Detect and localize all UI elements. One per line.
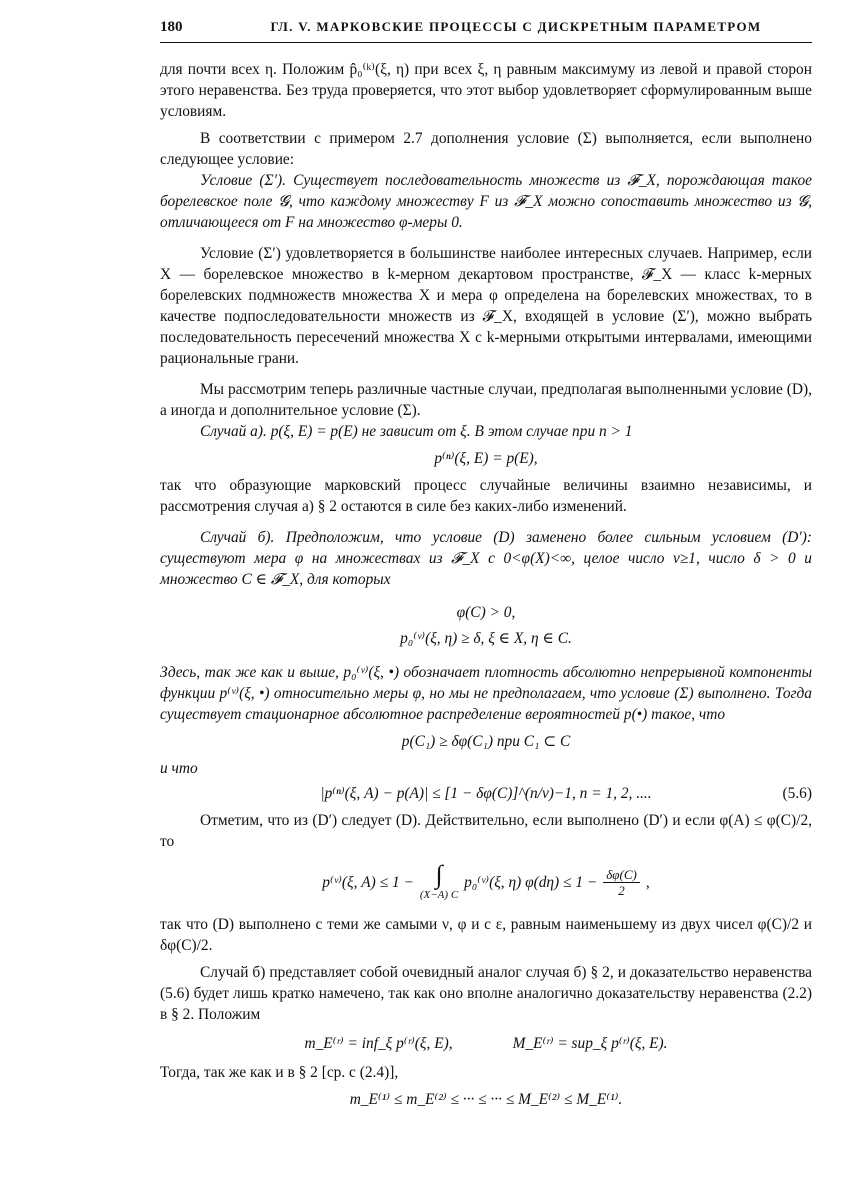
formula-stationary-bound: p(C₁) ≥ δφ(C₁) при C₁ ⊂ C bbox=[401, 733, 571, 750]
case-a-text: p(ξ, E) = p(E) не зависит от ξ. В этом случае при n > 1 bbox=[270, 423, 633, 440]
page bbox=[160, 16, 812, 1116]
formula-5-6-text: |p⁽ⁿ⁾(ξ, A) − p(A)| ≤ [1 − δφ(C)]^(n/ν)−1, n = 1, 2, .... bbox=[320, 785, 652, 802]
paragraph: Тогда, так же как и в § 2 [ср. с (2.4)], bbox=[160, 1064, 399, 1081]
formula-measure-positive: φ(C) > 0, bbox=[456, 604, 516, 621]
integral-end: , bbox=[645, 873, 650, 891]
equation-number: (5.6) bbox=[782, 785, 812, 802]
case-b-text: Предположим, что условие (D) заменено более сильным условием (D′): существуют мера φ на множествах из 𝓕_X с 0<φ(X)<∞, целое число ν≥1, число δ > 0 и множество C ∈ 𝓕_X, для которых bbox=[160, 529, 812, 588]
paragraph: для почти всех η. Положим p̂₀⁽ᵏ⁾(ξ, η) при всех ξ, η равным максимуму из левой и правой сторон этого неравенства. Без труда проверяется, что этот выбор удовлетворяет сформулированным выше условиям. bbox=[160, 61, 812, 120]
fraction-denominator: 2 bbox=[618, 882, 625, 898]
formula-5-6 bbox=[160, 783, 812, 804]
running-title: ГЛ. V. МАРКОВСКИЕ ПРОЦЕССЫ С ДИСКРЕТНЫМ ПАРАМЕТРОМ bbox=[270, 19, 762, 34]
condition-lead: Условие (Σ′). bbox=[200, 172, 286, 189]
integral-middle: p₀⁽ᵛ⁾(ξ, η) φ(dη) ≤ 1 − bbox=[464, 873, 598, 891]
formula-integral bbox=[160, 862, 812, 902]
formula-chain: m_E⁽¹⁾ ≤ m_E⁽²⁾ ≤ ··· ≤ ··· ≤ M_E⁽²⁾ ≤ M_E⁽¹⁾. bbox=[349, 1091, 623, 1108]
condition-sigma-prime bbox=[160, 170, 812, 233]
paragraph: Условие (Σ′) удовлетворяется в большинстве наиболее интересных случаев. Например, если X — борелевское множество в k-мерном декартовом пространстве, 𝓕_X — класс k-мерных борелевских подмножеств множества X и мера φ определена на борелевских множествах, то в качестве подпоследовательности множеств из 𝓕_X, входящей в условие (Σ′), можно выбрать последовательность пересечений множества X с k-мерными открытыми интервалами, имеющими рациональные грани. bbox=[160, 245, 812, 367]
formula-independence: p⁽ⁿ⁾(ξ, E) = p(E), bbox=[434, 450, 538, 467]
case-a bbox=[160, 421, 812, 442]
case-b-lead: Случай б). bbox=[200, 529, 275, 546]
formula-inf: m_E⁽ʳ⁾ = inf_ξ p⁽ʳ⁾(ξ, E), bbox=[304, 1035, 453, 1052]
fraction bbox=[603, 867, 640, 898]
paragraph: так что (D) выполнено с теми же самыми ν, φ и с ε, равным наименьшему из двух чисел φ(C)/2 и δφ(C)/2. bbox=[160, 916, 812, 954]
integral-left: p⁽ᵛ⁾(ξ, A) ≤ 1 − bbox=[322, 873, 414, 891]
paragraph: Случай б) представляет собой очевидный аналог случая б) § 2, и доказательство неравенства (5.6) будет лишь кратко намечено, так как оно вполне аналогично доказательству неравенства (2.2) в § 2. Положим bbox=[160, 964, 812, 1023]
integral-icon: ∫ bbox=[435, 860, 443, 889]
page-number: 180 bbox=[160, 19, 183, 35]
formula-inf-sup bbox=[160, 1033, 812, 1054]
paragraph: Мы рассмотрим теперь различные частные случаи, предполагая выполненными условие (D), а иногда и дополнительное условие (Σ). bbox=[160, 381, 812, 419]
paragraph: так что образующие марковский процесс случайные величины взаимно независимы, и рассмотрения случая а) § 2 остаются в силе без каких-либо изменений. bbox=[160, 477, 812, 515]
formula-density-bound: p₀⁽ᵛ⁾(ξ, η) ≥ δ, ξ ∈ X, η ∈ C. bbox=[400, 630, 572, 647]
paragraph: Отметим, что из (D′) следует (D). Действительно, если выполнено (D′) и если φ(A) ≤ φ(C)/2, то bbox=[160, 812, 812, 850]
formula-sup: M_E⁽ʳ⁾ = sup_ξ p⁽ʳ⁾(ξ, E). bbox=[512, 1035, 668, 1052]
running-header bbox=[160, 16, 812, 43]
condition-text: Существует последовательность множеств из 𝓕_X, порождающая такое борелевское поле 𝓖, что каждому множеству F из 𝓕_X можно сопоставить множество из 𝓖, отличающееся от F на множество φ-меры 0. bbox=[160, 172, 812, 231]
integral-domain: (X−A) C bbox=[419, 889, 459, 901]
case-a-lead: Случай а). bbox=[200, 423, 267, 440]
case-b bbox=[160, 527, 812, 590]
fraction-numerator: δφ(C) bbox=[603, 867, 640, 883]
integral-sign-block bbox=[420, 862, 458, 902]
paragraph: и что bbox=[160, 760, 198, 777]
paragraph: В соответствии с примером 2.7 дополнения условие (Σ) выполняется, если выполнено следующее условие: bbox=[160, 130, 812, 168]
paragraph: Здесь, так же как и выше, p₀⁽ᵛ⁾(ξ, •) обозначает плотность абсолютно непрерывной компоненты функции p⁽ᵛ⁾(ξ, •) относительно меры φ, но мы не предполагаем, что условие (Σ) выполнено. Тогда существует стационарное абсолютное распределение вероятностей p(•) такое, что bbox=[160, 664, 812, 723]
